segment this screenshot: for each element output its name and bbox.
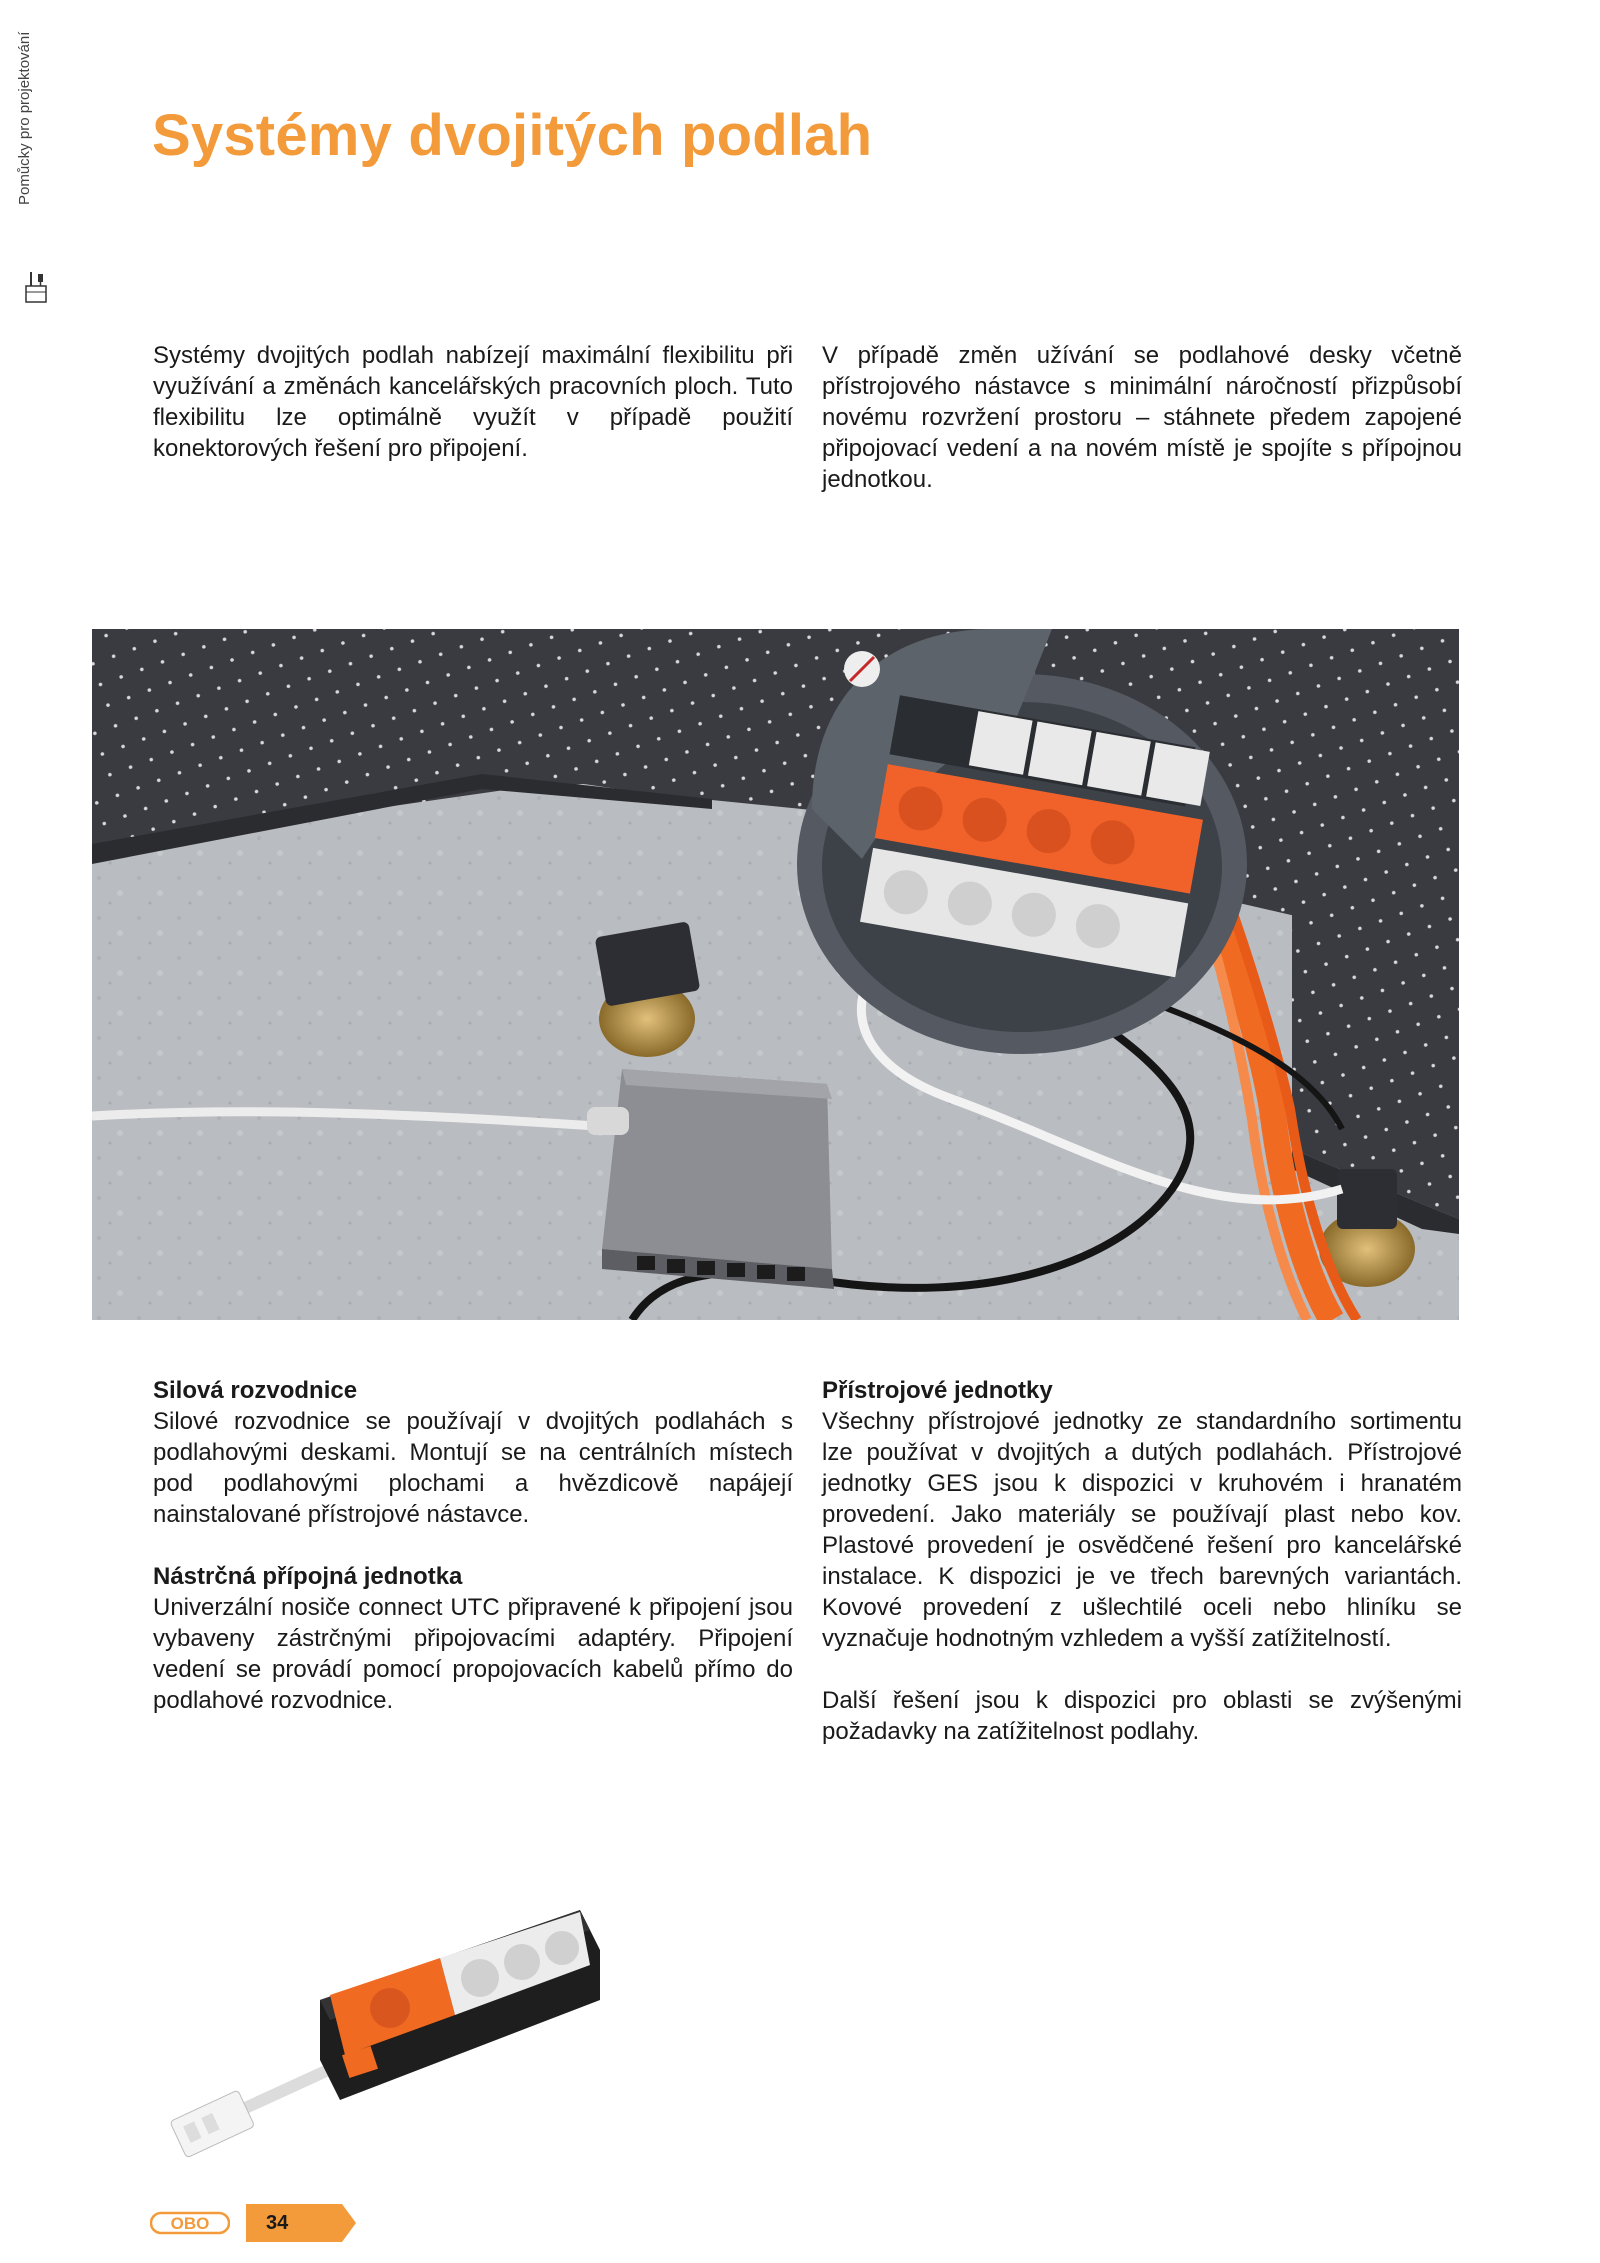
- page-title: Systémy dvojitých podlah: [152, 103, 873, 168]
- heading-silova-rozvodnice: Silová rozvodnice: [153, 1377, 358, 1404]
- text-silova-rozvodnice: Silové rozvodnice se používají v dvojitých podlahách s podlahovými deskami. Montují se na centrálních místech pod podlahovými plochami a hvězdicově napájejí nainstalované přístrojové nástavce.: [153, 1408, 793, 1528]
- page-number-tab: [246, 2204, 356, 2242]
- logo-text: OBO: [170, 2214, 210, 2233]
- intro-right-text: V případě změn užívání se podlahové desky včetně přístrojového nástavce s minimální náročností přizpůsobí novému rozvržení prostoru – stáhnete předem zapojené připojovací vedení a na novém místě je spojíte s přípojnou jednotkou.: [822, 342, 1462, 493]
- heading-pristrojove-jednotky: Přístrojové jednotky: [822, 1377, 1053, 1404]
- intro-left-column: [153, 340, 793, 464]
- double-floor-photo: [92, 629, 1459, 1320]
- left-bottom-column: [153, 1375, 793, 1716]
- text-nastrcna-pripojna-jednotka: Univerzální nosiče connect UTC připravené k připojení jsou vybaveny zástrčnými připojovacími adaptéry. Připojení vedení se provádí pomocí propojovacích kabelů přímo do podlahové rozvodnice.: [153, 1594, 793, 1714]
- heading-nastrcna-pripojna-jednotka: Nástrčná přípojná jednotka: [153, 1563, 463, 1590]
- connector-unit-image: [150, 1890, 600, 2180]
- intro-right-column: [822, 340, 1462, 495]
- text-dalsi-reseni: Další řešení jsou k dispozici pro oblasti se zvýšenými požadavky na zatížitelnost podlahy.: [822, 1687, 1462, 1745]
- text-pristrojove-jednotky: Všechny přístrojové jednotky ze standardního sortimentu lze používat v dvojitých a dutých podlahách. Přístrojové jednotky GES jsou k dispozici v kruhovém i hranatém provedení. Jako materiály se používají plast nebo kov. Plastové provedení je osvědčené řešení pro kancelářské instalace. K dispozici je ve třech barevných variantách. Kovové provedení z ušlechtilé oceli nebo hliníku se vyznačuje hodnotným vzhledem a vyšší zatížitelností.: [822, 1408, 1462, 1652]
- intro-left-text: Systémy dvojitých podlah nabízejí maximální flexibilitu při využívání a změnách kancelářských pracovních ploch. Tuto flexibilitu lze optimálně využít v případě použití konektorových řešení pro připojení.: [153, 342, 793, 462]
- obo-logo: [150, 2210, 230, 2236]
- tools-icon: [22, 270, 50, 304]
- right-bottom-column: [822, 1375, 1462, 1747]
- page-number: 34: [266, 2212, 289, 2234]
- side-section-label: Pomůcky pro projektování: [16, 31, 33, 205]
